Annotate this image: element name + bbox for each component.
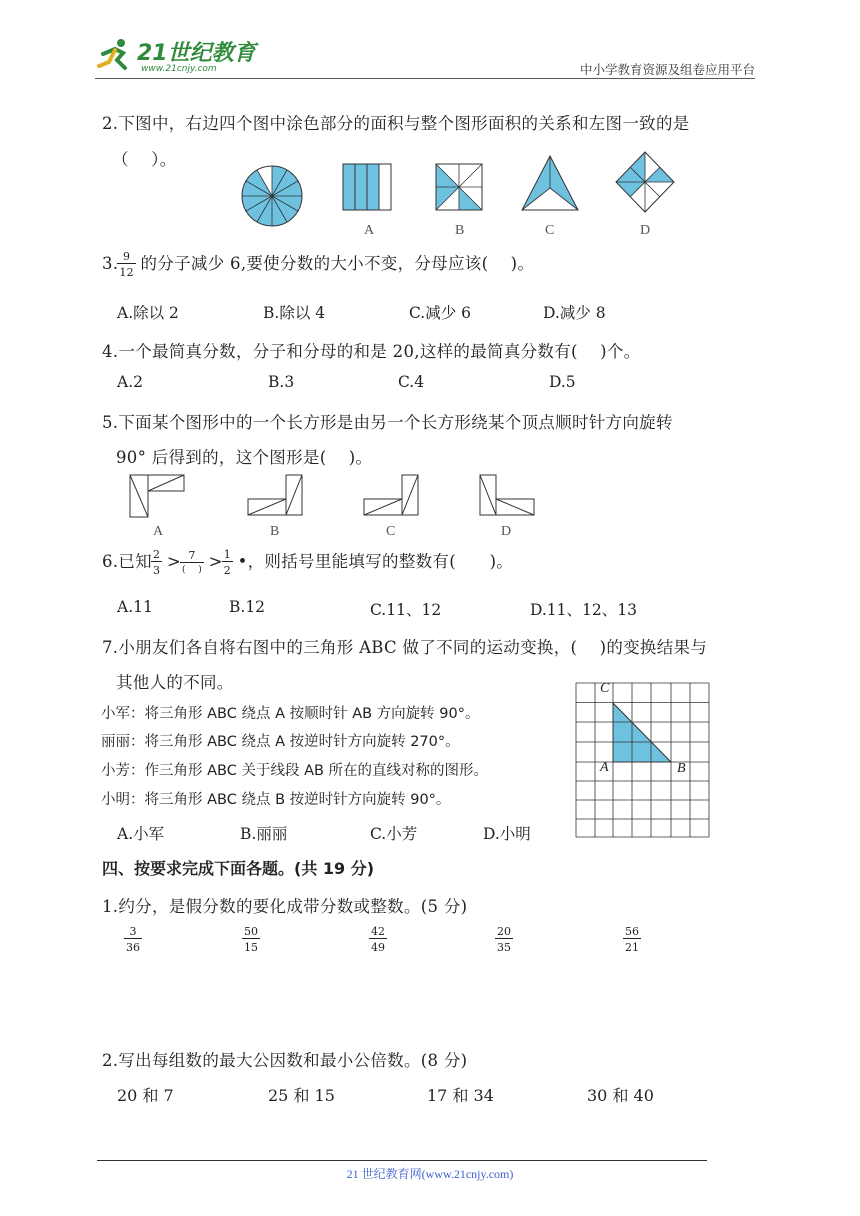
q5-caption-b: B	[270, 524, 280, 539]
reduce-fraction	[125, 925, 141, 954]
frac-den: 15	[244, 941, 258, 954]
s4-q1-text: 1.约分，是假分数的要化成带分数或整数。(5 分)	[102, 897, 468, 916]
reduce-fraction	[624, 925, 640, 954]
q4-option-b: B.3	[268, 373, 295, 391]
frac-num: 50	[244, 925, 258, 938]
q6-fraction-1	[152, 548, 161, 577]
q2-caption-a: A	[364, 223, 375, 238]
s4-q2-pair-4: 30 和 40	[587, 1086, 654, 1105]
frac-num: 56	[625, 925, 639, 938]
q2-caption-b: B	[455, 223, 465, 238]
q6-f3-num: 1	[223, 548, 232, 561]
q3-fraction	[118, 250, 135, 279]
q5-caption-c: C	[386, 524, 396, 539]
q5-option-b-figure	[248, 475, 302, 515]
q3-text: 的分子减少 6,要使分数的大小不变，分母应该( )。	[140, 254, 535, 273]
frac-num: 20	[497, 925, 511, 938]
q5-option-c-figure	[364, 475, 418, 515]
q2-caption-d: D	[640, 223, 651, 238]
q5-caption-d: D	[501, 524, 512, 539]
q2-option-d-figure	[616, 152, 674, 212]
header-rule	[95, 78, 755, 79]
q3-option-a: A.除以 2	[117, 304, 179, 322]
q7-statement-xiaojun: 小军：将三角形 ABC 绕点 A 按顺时针 AB 方向旋转 90°。	[101, 706, 480, 722]
q7-text-line1: 7.小朋友们各自将右图中的三角形 ABC 做了不同的运动变换，( )的变换结果与	[102, 638, 708, 657]
q4-option-d: D.5	[549, 373, 576, 391]
header-logo	[95, 34, 265, 80]
q7-label-b: B	[677, 761, 686, 776]
s4-q1-fraction-1	[125, 925, 141, 954]
reduce-fraction	[496, 925, 512, 954]
s4-q1-fraction-4	[496, 925, 512, 954]
q2-left-circle	[242, 166, 302, 226]
q4-option-a: A.2	[117, 373, 143, 391]
s4-q1-fraction-3	[370, 925, 386, 954]
frac-num: 3	[129, 925, 137, 938]
q3-prefix: 3.	[102, 254, 119, 273]
q6-gt-2: >	[208, 552, 223, 571]
q2-caption-c: C	[545, 223, 555, 238]
frac-den: 35	[497, 941, 511, 954]
s4-q2-pair-2: 25 和 15	[268, 1086, 335, 1105]
q3-option-c: C.减少 6	[409, 304, 472, 322]
q3-frac-den: 12	[119, 266, 134, 279]
s4-q2-pair-1: 20 和 7	[117, 1086, 174, 1105]
s4-q1-fraction-2	[243, 925, 259, 954]
q7-option-b: B.丽丽	[240, 825, 288, 843]
footer-rule	[97, 1160, 707, 1161]
logo-url: www.21cnjy.com	[141, 64, 217, 74]
reduce-fraction	[370, 925, 386, 954]
q6-fraction-2	[181, 549, 203, 576]
q4-option-c: C.4	[398, 373, 425, 391]
q7-grid-figure	[575, 682, 711, 838]
q6-text: •，则括号里能填写的整数有( )。	[237, 552, 514, 571]
q6-option-c: C.11、12	[370, 601, 442, 619]
q2-option-a-figure	[343, 164, 391, 210]
section4-title: 四、按要求完成下面各题。(共 19 分)	[102, 859, 375, 878]
q2-text-line2: （ ）。	[112, 150, 177, 169]
q5-option-a-figure	[130, 475, 184, 517]
footer-text: 21 世纪教育网(www.21cnjy.com)	[346, 1167, 514, 1181]
s4-q2-pair-3: 17 和 34	[427, 1086, 494, 1105]
q7-label-a: A	[600, 760, 609, 775]
platform-name: 中小学教育资源及组卷应用平台	[579, 62, 755, 77]
s4-q2-text: 2.写出每组数的最大公因数和最小公倍数。(8 分)	[102, 1051, 468, 1070]
q5-option-d-figure	[480, 475, 534, 515]
q3-option-b: B.除以 4	[263, 304, 326, 322]
q6-f2-num: 7	[188, 549, 196, 562]
q6-prefix: 6.已知	[102, 552, 152, 571]
q2-option-b-figure	[436, 164, 482, 210]
q7-statement-xiaofang: 小芳：作三角形 ABC 关于线段 AB 所在的直线对称的图形。	[101, 763, 489, 779]
q2-option-c-figure	[522, 156, 578, 210]
logo-title: 21世纪教育	[137, 41, 256, 66]
q7-statement-xiaoming: 小明：将三角形 ABC 绕点 B 按逆时针方向旋转 90°。	[101, 792, 451, 808]
q6-f1-den: 3	[152, 564, 161, 577]
q7-option-c: C.小芳	[370, 825, 418, 843]
q6-option-d: D.11、12、13	[530, 601, 637, 619]
q3-frac-num: 9	[122, 250, 131, 263]
q3-option-d: D.减少 8	[543, 304, 606, 322]
q6-f3-den: 2	[223, 564, 232, 577]
q7-text-line2: 其他人的不同。	[116, 673, 234, 692]
q5-text-line2: 90° 后得到的，这个图形是( )。	[116, 448, 373, 467]
q5-caption-a: A	[153, 524, 164, 539]
q6-option-b: B.12	[229, 598, 266, 616]
q7-statement-lili: 丽丽：将三角形 ABC 绕点 A 按逆时针方向旋转 270°。	[101, 734, 460, 750]
frac-den: 36	[126, 941, 140, 954]
reduce-fraction	[243, 925, 259, 954]
q6-question	[102, 548, 513, 577]
frac-den: 21	[625, 941, 639, 954]
q7-label-c: C	[600, 681, 610, 696]
q7-option-a: A.小军	[117, 825, 165, 843]
q7-option-d: D.小明	[483, 825, 531, 843]
q5-text-line1: 5.下面某个图形中的一个长方形是由另一个长方形绕某个顶点顺时针方向旋转	[102, 413, 673, 432]
q5-figures	[120, 470, 560, 525]
q2-text-line1: 2.下图中，右边四个图中涂色部分的面积与整个图形面积的关系和左图一致的是	[102, 114, 690, 133]
runner-logo-icon	[95, 36, 135, 76]
q3-question	[102, 250, 534, 279]
q4-question: 4.一个最简真分数，分子和分母的和是 20,这样的最简真分数有( )个。	[102, 342, 641, 361]
frac-num: 42	[371, 925, 385, 938]
q6-f2-den: ( )	[181, 565, 203, 575]
q6-fraction-3	[223, 548, 232, 577]
frac-den: 49	[371, 941, 385, 954]
q6-f1-num: 2	[152, 548, 161, 561]
q6-gt-1: >	[166, 552, 181, 571]
q6-option-a: A.11	[117, 598, 153, 616]
s4-q1-fraction-5	[624, 925, 640, 954]
